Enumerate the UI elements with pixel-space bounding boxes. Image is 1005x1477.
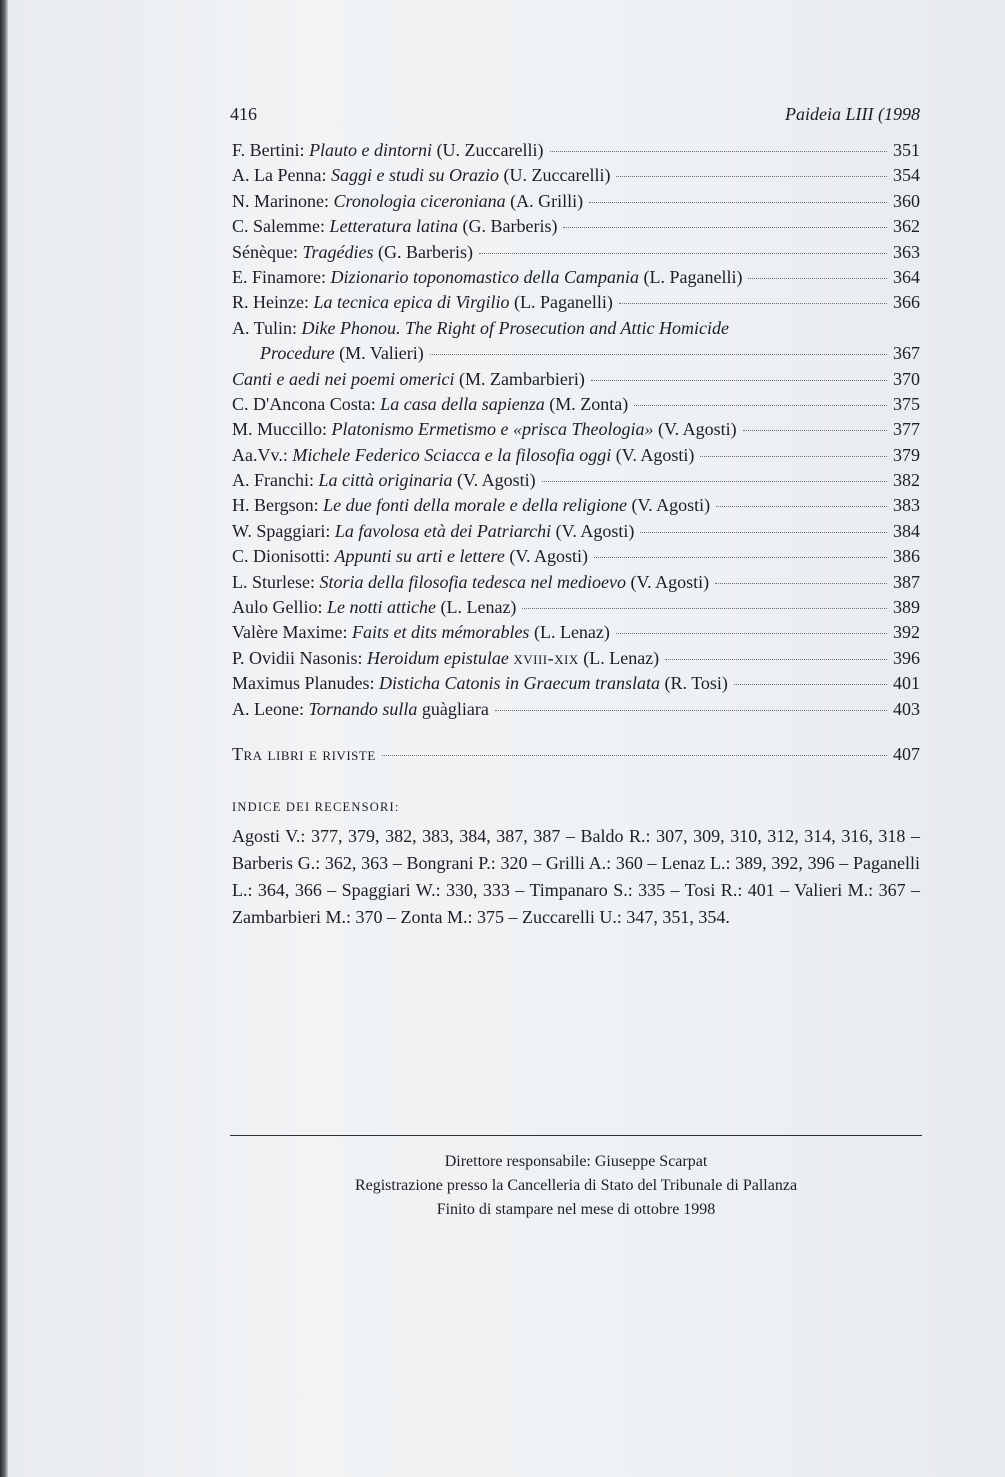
page-header [230, 100, 920, 130]
toc-leader-dots [542, 480, 887, 482]
toc-page-ref: 382 [893, 470, 920, 491]
toc-title: Canti e aedi nei poemi omerici [232, 368, 455, 389]
toc-leader-dots [716, 505, 887, 507]
toc-page-ref: 360 [893, 190, 920, 211]
toc-reviewer: (V. Agosti) [631, 495, 711, 516]
toc-author: R. Heinze: [232, 292, 309, 313]
tra-libri-label: Tra libri e riviste [232, 743, 376, 764]
toc-title: La casa della sapienza [380, 393, 545, 414]
toc-page-ref: 403 [893, 698, 920, 719]
colophon-registration: Registrazione presso la Cancelleria di Stato del Tribunale di Pallanza [354, 1177, 798, 1194]
book-spine-shadow [0, 0, 8, 1477]
toc-title: Michele Federico Sciacca e la filosofia oggi [292, 444, 612, 465]
toc-title: Platonismo Ermetismo e «prisca Theologia» [331, 419, 654, 440]
toc-author: H. Bergson: [232, 495, 319, 516]
toc-title: Dizionario toponomastico della Campania [330, 266, 639, 287]
toc-title: Le notti attiche [327, 597, 436, 618]
toc-title-continued: Procedure [260, 343, 335, 364]
toc-reviewer: (G. Barberis) [378, 241, 473, 262]
toc-entry [232, 240, 920, 265]
toc-leader-dots [634, 404, 887, 406]
toc-author: A. Leone: [232, 698, 304, 719]
toc-title: Tornando sulla [308, 698, 418, 719]
toc-leader-dots [479, 252, 887, 254]
toc-page-ref: 367 [893, 343, 920, 364]
toc-reviewer: (M. Valieri) [339, 343, 424, 364]
toc-page-ref: 407 [893, 743, 920, 764]
toc-author: F. Bertini: [232, 140, 305, 160]
toc-entry [232, 163, 920, 188]
toc-reviewer: (L. Lenaz) [533, 622, 610, 643]
toc-reviewer: (L. Paganelli) [643, 266, 743, 287]
toc-entry [232, 468, 920, 493]
toc-entry [232, 265, 920, 290]
toc-reviewer: (V. Agosti) [615, 444, 695, 465]
toc-author: E. Finamore: [232, 266, 326, 287]
toc-leader-dots [748, 277, 887, 279]
toc-entry [232, 493, 920, 518]
toc-leader-dots [616, 632, 887, 634]
toc-leader-dots [734, 683, 887, 685]
toc-author: P. Ovidii Nasonis: [232, 647, 363, 668]
toc-reviewer: (L. Lenaz) [440, 597, 517, 618]
toc-page-ref: 386 [893, 546, 920, 567]
toc-title: La città originaria [318, 470, 453, 491]
toc-leader-dots [715, 582, 887, 584]
colophon-rule [230, 1135, 922, 1136]
toc-entry [232, 367, 920, 392]
page-number: 416 [230, 104, 257, 124]
toc-page-ref: 364 [893, 266, 920, 287]
toc-leader-dots [550, 150, 888, 152]
toc-reviewer: (U. Zuccarelli) [503, 165, 611, 186]
toc-leader-dots [591, 379, 887, 381]
toc-entry [232, 316, 920, 341]
toc-reviewer: (V. Agosti) [555, 520, 635, 541]
toc-author: M. Muccillo: [232, 419, 327, 440]
toc-reviewer: (V. Agosti) [509, 546, 589, 567]
toc-title-roman: guàgliara [421, 698, 489, 719]
toc-entry [232, 214, 920, 239]
toc-page-ref: 354 [893, 165, 920, 186]
toc-author: Aulo Gellio: [232, 597, 323, 618]
toc-title: Tragédies [302, 241, 374, 262]
toc-reviewer: (V. Agosti) [630, 571, 710, 592]
toc-entry [232, 392, 920, 417]
toc-author: Aa.Vv.: [232, 444, 288, 465]
running-title: Paideia LIII (1998 [785, 104, 920, 124]
toc-entry [232, 671, 920, 696]
toc-page-ref: 387 [893, 571, 920, 592]
toc-leader-dots [589, 201, 887, 203]
table-of-contents [232, 138, 920, 767]
toc-entry [232, 519, 920, 544]
toc-leader-dots [522, 607, 887, 609]
toc-entry [232, 417, 920, 442]
toc-page-ref: 351 [893, 140, 920, 160]
colophon-printed: Finito di stampare nel mese di ottobre 1998 [436, 1201, 716, 1218]
toc-page-ref: 392 [893, 622, 920, 643]
toc-page-ref: 363 [893, 241, 920, 262]
toc-reviewer: (U. Zuccarelli) [436, 140, 544, 160]
toc-entry [232, 138, 920, 163]
toc-leader-dots [743, 429, 887, 431]
toc-entry [232, 544, 920, 569]
toc-leader-dots [430, 353, 887, 355]
toc-reviewer: (M. Zonta) [549, 393, 629, 414]
toc-author: A. La Penna: [232, 165, 327, 186]
toc-author: N. Marinone: [232, 190, 329, 211]
toc-reviewer: (G. Barberis) [462, 216, 558, 237]
toc-entry-tra-libri [232, 742, 920, 767]
toc-leader-dots [563, 226, 887, 228]
toc-leader-dots [594, 556, 887, 558]
colophon [230, 1150, 922, 1222]
toc-author: Sénèque: [232, 241, 298, 262]
toc-title: Letteratura latina [329, 216, 459, 237]
toc-leader-dots [700, 455, 887, 457]
toc-author: C. Salemme: [232, 216, 325, 237]
toc-page-ref: 362 [893, 216, 920, 237]
toc-entry [232, 620, 920, 645]
toc-entry [232, 595, 920, 620]
toc-title: Plauto e dintorni [309, 140, 433, 160]
toc-entry [232, 646, 920, 671]
toc-entry [232, 570, 920, 595]
toc-leader-dots [665, 658, 887, 660]
toc-title: Dike Phonou. The Right of Prosecution and Attic Homicide [301, 317, 729, 338]
reviewer-index-text: Agosti V.: 377, 379, 382, 383, 384, 387, 387 – Baldo R.: 307, 309, 310, 312, 314, 316, 318 – Barberis G.: 362, 363 – Bongrani P.: 320 – Grilli A.: 360 – Lenaz L.: 389, 392, 396 – Paganelli L.: 364, 366 – Spaggiari W.: 330, 333 – Timpanaro S.: 335 – Tosi R.: 401 – Valieri M.: 367 – Zambarbieri M.: 370 – Zonta M.: 375 – Zuccarelli U.: 347, 351, 354. [232, 826, 920, 927]
toc-reviewer: (R. Tosi) [664, 673, 728, 694]
toc-page-ref: 366 [893, 292, 920, 313]
reviewer-index [232, 800, 920, 931]
toc-entry [232, 697, 920, 722]
toc-title: Faits et dits mémorables [351, 622, 530, 643]
toc-title: La favolosa età dei Patriarchi [334, 520, 552, 541]
toc-reviewer: (V. Agosti) [658, 419, 737, 440]
toc-title: Appunti su arti e lettere [334, 546, 505, 567]
toc-leader-dots [640, 531, 887, 533]
toc-title: La tecnica epica di Virgilio [313, 292, 510, 313]
toc-entry [232, 189, 920, 214]
toc-entry-continuation [232, 341, 920, 366]
toc-entry [232, 290, 920, 315]
toc-reviewer: (M. Zambarbieri) [458, 368, 585, 389]
toc-reviewer: (L. Paganelli) [513, 292, 613, 313]
toc-page-ref: 379 [893, 444, 920, 465]
toc-leader-dots [495, 709, 887, 711]
toc-title-extra: xviii-xix [513, 647, 579, 668]
toc-entry [232, 443, 920, 468]
toc-title: Cronologia ciceroniana [333, 190, 506, 211]
toc-page-ref: 389 [893, 597, 920, 618]
toc-page-ref: 377 [893, 419, 920, 440]
toc-author: A. Franchi: [232, 470, 314, 491]
toc-reviewer: (V. Agosti) [457, 470, 536, 491]
toc-title: Storia della filosofia tedesca nel medioevo [319, 571, 626, 592]
toc-page-ref: 396 [893, 647, 920, 668]
toc-reviewer: (L. Lenaz) [583, 647, 660, 668]
toc-title: Disticha Catonis in Graecum translata [379, 673, 661, 694]
toc-page-ref: 370 [893, 368, 920, 389]
toc-reviewer: (A. Grilli) [510, 190, 584, 211]
toc-title: Saggi e studi su Orazio [330, 165, 499, 186]
toc-author: L. Sturlese: [232, 571, 315, 592]
toc-author: C. D'Ancona Costa: [232, 393, 376, 414]
toc-title: Le due fonti della morale e della religione [323, 495, 627, 516]
toc-author: Maximus Planudes: [232, 673, 375, 694]
toc-page-ref: 401 [893, 673, 920, 694]
toc-page-ref: 383 [893, 495, 920, 516]
toc-author: Valère Maxime: [232, 622, 348, 643]
colophon-director: Direttore responsabile: Giuseppe Scarpat [444, 1153, 708, 1170]
reviewer-index-heading: INDICE DEI RECENSORI: [232, 800, 400, 814]
toc-author: C. Dionisotti: [232, 546, 331, 567]
toc-page-ref: 375 [893, 393, 920, 414]
toc-author: W. Spaggiari: [232, 520, 331, 541]
toc-page-ref: 384 [893, 520, 920, 541]
toc-leader-dots [382, 754, 887, 756]
toc-leader-dots [616, 175, 887, 177]
toc-author: A. Tulin: [232, 317, 298, 338]
toc-title: Heroidum epistulae [367, 647, 509, 668]
toc-leader-dots [619, 302, 887, 304]
